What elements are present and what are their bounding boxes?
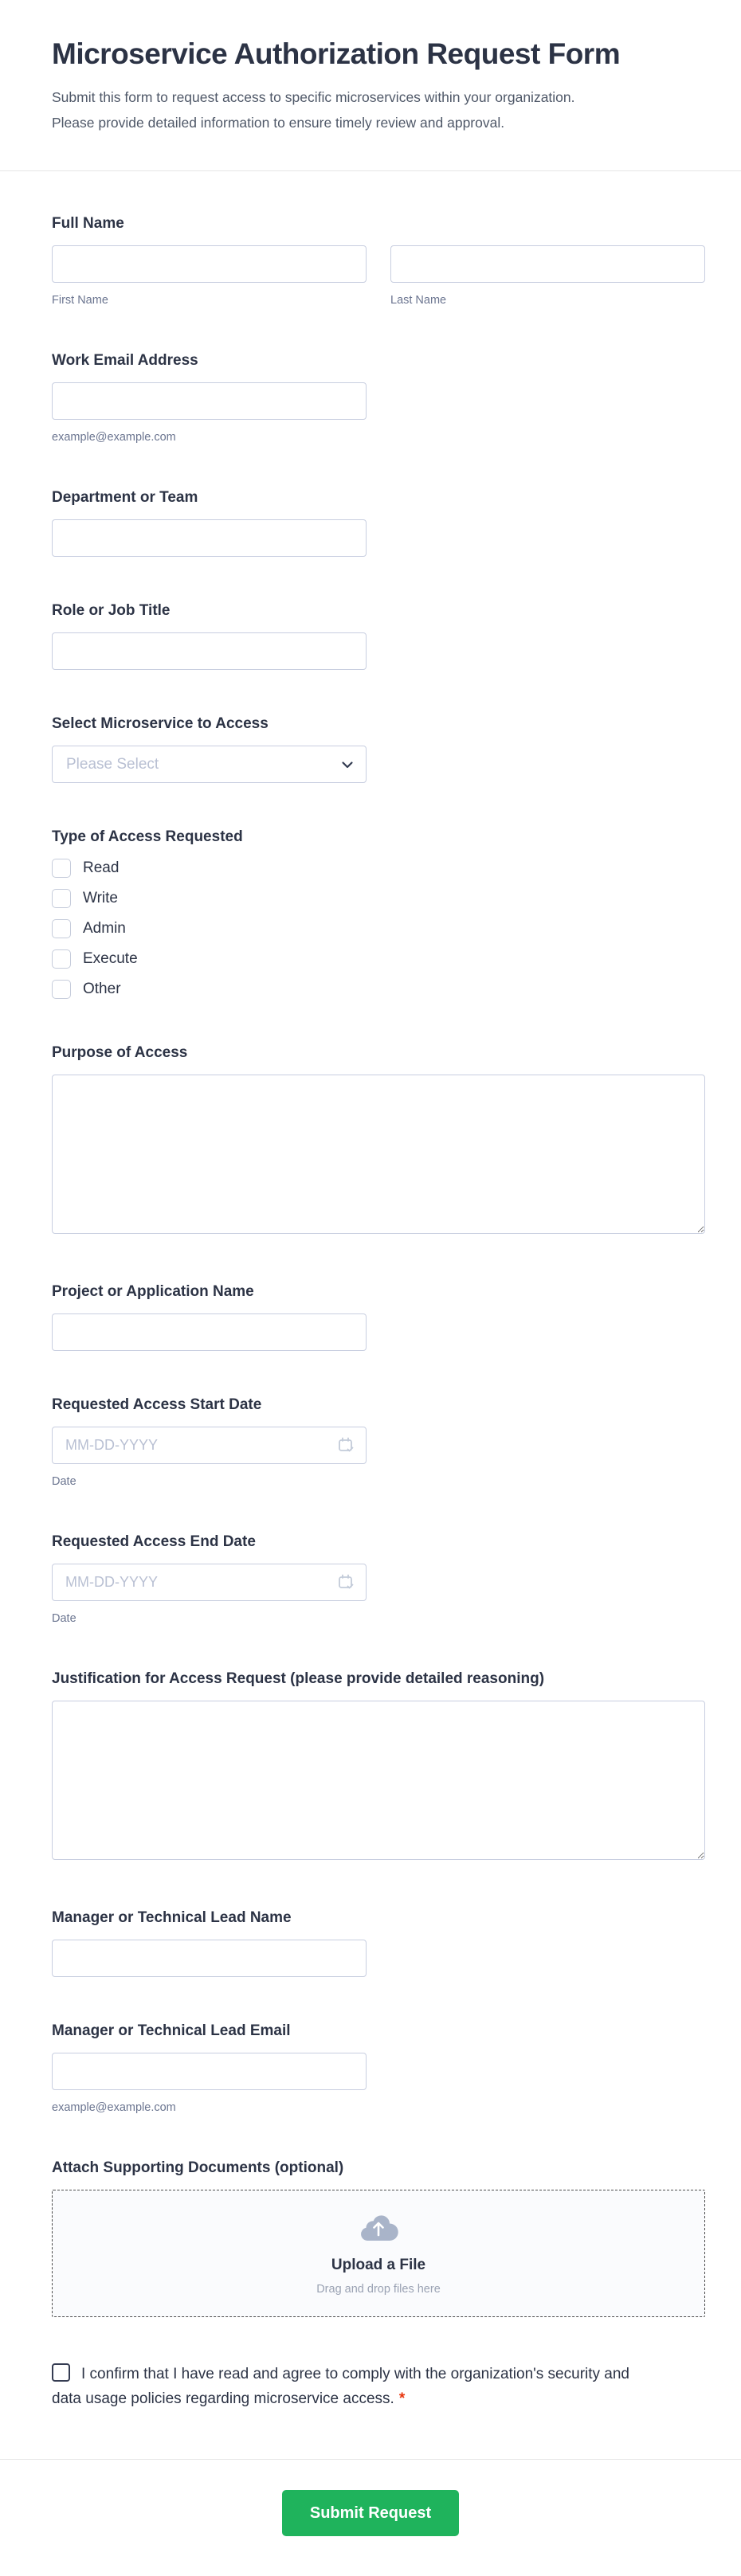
admin-checkbox-label[interactable]: Admin (83, 920, 126, 938)
justification-label: Justification for Access Request (please provide detailed reasoning) (52, 1670, 545, 1688)
question-role (52, 601, 705, 670)
question-access-type (52, 828, 705, 999)
execute-checkbox-label[interactable]: Execute (83, 950, 138, 968)
required-asterisk: * (398, 2390, 406, 2408)
manager-name-label: Manager or Technical Lead Name (52, 1909, 292, 1927)
end-date-input[interactable] (52, 1564, 367, 1601)
submit-section (0, 2459, 741, 2576)
execute-checkbox[interactable] (52, 949, 71, 969)
question-work-email (52, 351, 705, 444)
access-option-other (52, 980, 705, 999)
question-start-date (52, 1396, 705, 1488)
chevron-down-icon (341, 758, 354, 771)
question-attachments (52, 2159, 705, 2317)
question-manager-email (52, 2022, 705, 2114)
form-body (0, 171, 741, 2411)
work-email-label: Work Email Address (52, 352, 198, 370)
upload-cloud-icon (358, 2212, 399, 2241)
microservice-select-value: Please Select (66, 755, 159, 773)
last-name-sublabel: Last Name (390, 294, 447, 307)
write-checkbox[interactable] (52, 889, 71, 908)
end-date-label: Requested Access End Date (52, 1533, 256, 1551)
first-name-sublabel: First Name (52, 294, 108, 307)
form-header (0, 0, 741, 171)
project-label: Project or Application Name (52, 1283, 254, 1301)
last-name-input[interactable] (390, 245, 705, 283)
calendar-icon[interactable] (337, 1436, 355, 1454)
microservice-label: Select Microservice to Access (52, 715, 269, 733)
read-checkbox[interactable] (52, 859, 71, 878)
end-date-sublabel: Date (52, 1612, 76, 1626)
calendar-icon[interactable] (337, 1573, 355, 1591)
question-purpose (52, 1043, 705, 1238)
manager-name-input[interactable] (52, 1940, 367, 1977)
project-input[interactable] (52, 1313, 367, 1351)
access-option-admin (52, 919, 705, 938)
agreement-checkbox[interactable] (52, 2363, 70, 2382)
access-option-read (52, 859, 705, 878)
role-label: Role or Job Title (52, 602, 171, 620)
work-email-sublabel: example@example.com (52, 431, 176, 444)
question-department (52, 488, 705, 557)
write-checkbox-label[interactable]: Write (83, 890, 118, 907)
form-description: Submit this form to request access to specific microservices within your organization. Please provide detailed information to ensure timely review and approval. (52, 89, 575, 131)
manager-email-label: Manager or Technical Lead Email (52, 2022, 291, 2040)
purpose-textarea[interactable] (52, 1075, 705, 1234)
question-justification (52, 1670, 705, 1864)
other-checkbox-label[interactable]: Other (83, 981, 121, 998)
question-agreement (52, 2362, 633, 2411)
upload-hint: Drag and drop files here (316, 2282, 441, 2296)
microservice-select[interactable] (52, 746, 367, 783)
question-end-date (52, 1533, 705, 1625)
start-date-input[interactable] (52, 1427, 367, 1464)
start-date-label: Requested Access Start Date (52, 1396, 262, 1414)
attachments-label: Attach Supporting Documents (optional) (52, 2159, 344, 2177)
purpose-label: Purpose of Access (52, 1044, 188, 1062)
question-full-name (52, 214, 705, 307)
first-name-input[interactable] (52, 245, 367, 283)
submit-button[interactable]: Submit Request (282, 2490, 459, 2536)
department-label: Department or Team (52, 489, 198, 507)
full-name-label: Full Name (52, 215, 124, 233)
page-title: Microservice Authorization Request Form (52, 37, 621, 70)
read-checkbox-label[interactable]: Read (83, 859, 120, 877)
question-microservice (52, 714, 705, 783)
access-option-execute (52, 949, 705, 969)
upload-title: Upload a File (331, 2256, 426, 2273)
manager-email-input[interactable] (52, 2053, 367, 2090)
justification-textarea[interactable] (52, 1701, 705, 1860)
agreement-label: I confirm that I have read and agree to comply with the organization's security and data usage policies regarding microservice access. (52, 2366, 629, 2408)
work-email-input[interactable] (52, 382, 367, 420)
file-upload-dropzone[interactable] (52, 2190, 705, 2317)
access-type-label: Type of Access Requested (52, 828, 243, 846)
access-option-write (52, 889, 705, 908)
role-input[interactable] (52, 632, 367, 670)
manager-email-sublabel: example@example.com (52, 2101, 176, 2115)
question-project (52, 1282, 705, 1351)
department-input[interactable] (52, 519, 367, 557)
admin-checkbox[interactable] (52, 919, 71, 938)
other-checkbox[interactable] (52, 980, 71, 999)
start-date-sublabel: Date (52, 1475, 76, 1489)
question-manager-name (52, 1909, 705, 1977)
